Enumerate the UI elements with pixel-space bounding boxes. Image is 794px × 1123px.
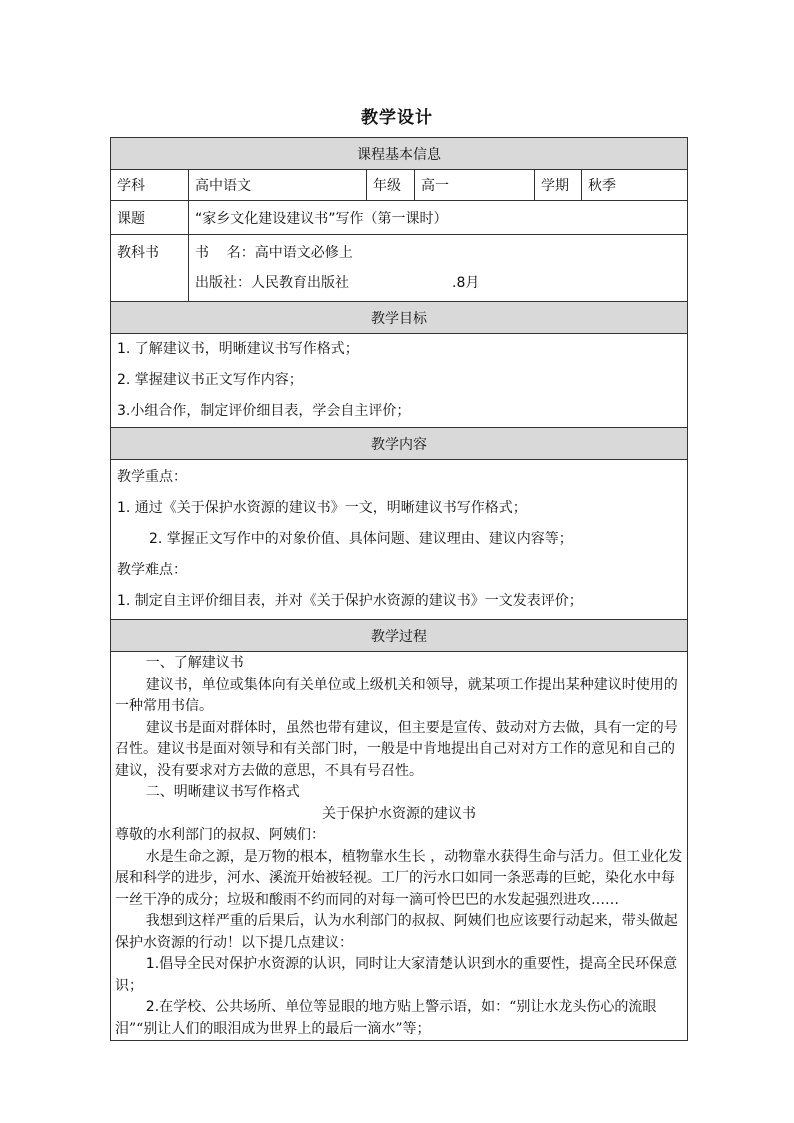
- letter-paragraph: 我想到这样严重的后果后，认为水利部门的叔叔、阿姨们也应该要行动起来，带头做起保护水资源的行动！以下提几点建议：: [115, 913, 678, 951]
- topic-value: “家乡文化建设建议书”写作（第一课时）: [189, 201, 688, 235]
- letter-salutation: 尊敬的水利部门的叔叔、阿姨们：: [115, 827, 325, 843]
- grade-value: 高一: [415, 170, 535, 201]
- key-points-label: 教学重点：: [117, 469, 187, 485]
- publication-date: .8月: [452, 275, 480, 291]
- content-header: 教学内容: [111, 428, 688, 460]
- process-paragraph: 建议书是面对群体时，虽然也带有建议，但主要是宣传、鼓动对方去做，具有一定的号召性。建议书是面对领导和有关部门时，一般是中肯地提出自己对对方工作的意见和自己的建议，没有要求对方去做的意思，不具有号召性。: [115, 719, 678, 779]
- difficulty-item: 1. 制定自主评价细目表，并对《关于保护水资源的建议书》一文发表评价；: [117, 593, 583, 609]
- suggestion-item: [115, 997, 683, 1040]
- grade-label: 年级: [367, 170, 415, 201]
- process-header: 教学过程: [111, 620, 688, 652]
- book-name: 书 名：高中语文必修上: [195, 245, 353, 261]
- suggestion-item: 1.倡导全民对保护水资源的认识，同时让大家清楚认识到水的重要性，提高全民环保意识；: [115, 956, 678, 994]
- goal-item: 2. 掌握建议书正文写作内容；: [117, 372, 303, 388]
- lesson-plan-table: [110, 137, 687, 1041]
- textbook-label: 教科书: [117, 245, 159, 261]
- difficulty-label: 教学难点：: [117, 562, 187, 578]
- process-section-heading: 一、了解建议书: [145, 655, 244, 671]
- publisher: 出版社：人民教育出版社: [195, 275, 349, 291]
- subject-value: 高中语文: [189, 170, 367, 201]
- goals-header: 教学目标: [111, 302, 688, 334]
- key-point-item: 2. 掌握正文写作中的对象价值、具体问题、建议理由、建议内容等；: [149, 531, 573, 547]
- subject-label: 学科: [111, 170, 189, 201]
- term-label: 学期: [535, 170, 582, 201]
- key-point-item: 1. 通过《关于保护水资源的建议书》一文，明晰建议书写作格式；: [117, 500, 527, 516]
- letter-title: 关于保护水资源的建议书: [322, 805, 477, 822]
- letter-paragraph: 水是生命之源，是万物的根本，植物靠水生长 ，动物靠水获得生命与活力。但工业化发展和科学的进步，河水、溪流开始被轻视。工厂的污水口如同一条恶毒的巨蛇，染化水中每一丝干净的成分；垃圾和酸雨不约而同的对每一滴可怜巴巴的水发起强烈进攻……: [115, 848, 683, 908]
- suggestion-text: 2.在学校、公共场所、单位等显眼的地方贴上警示语，如：: [145, 999, 510, 1015]
- publisher-line: [195, 268, 681, 298]
- slogan: “别让水龙头伤心的流眼泪”: [115, 999, 657, 1037]
- process-paragraph: 建议书，单位或集体向有关单位或上级机关和领导，就某项工作提出某种建议时使用的一种常用书信。: [115, 676, 678, 714]
- slogan: “别让人们的眼泪成为世界上的最后一滴水”: [136, 1020, 403, 1037]
- process-section-heading: 二、明晰建议书写作格式: [145, 784, 300, 800]
- term-value: 秋季: [582, 170, 688, 201]
- goal-item: 3.小组合作，制定评价细目表，学会自主评价；: [117, 403, 411, 419]
- topic-label: 课题: [111, 201, 189, 235]
- goal-item: 1. 了解建议书，明晰建议书写作格式；: [117, 341, 359, 357]
- basic-info-header: 课程基本信息: [111, 138, 688, 170]
- document-title: 教学设计: [361, 108, 433, 128]
- suggestion-text: 等；: [402, 1020, 431, 1037]
